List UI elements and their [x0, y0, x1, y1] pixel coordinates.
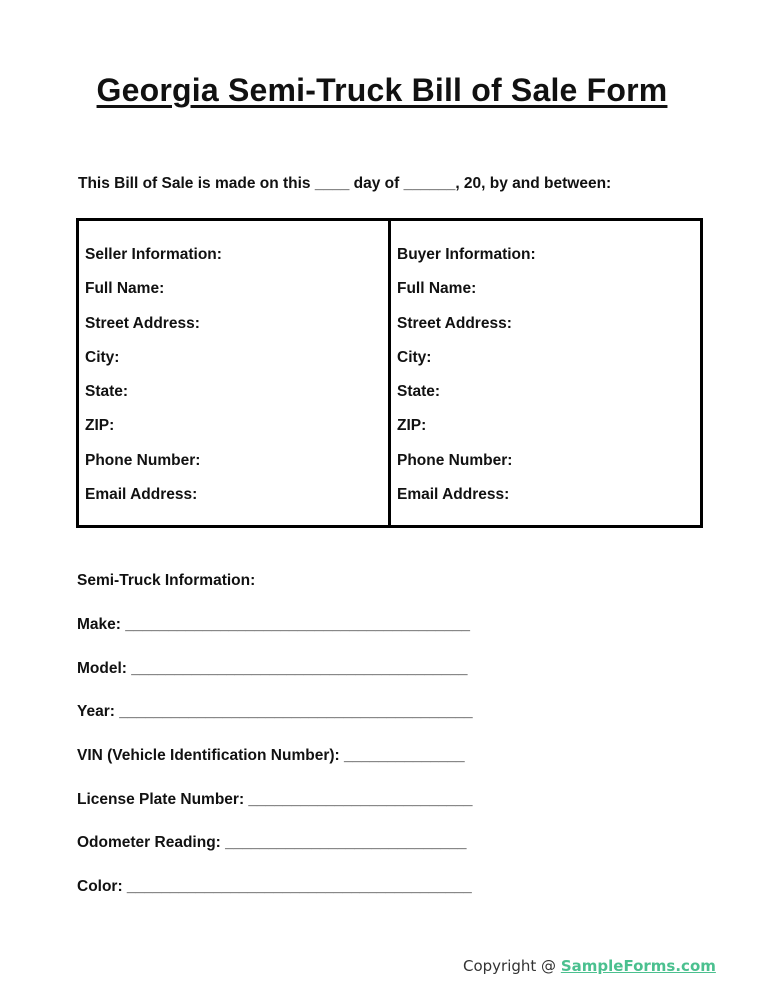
- seller-heading: Seller Information:: [85, 246, 222, 263]
- seller-street-address-field[interactable]: Street Address:: [85, 314, 200, 332]
- color-field[interactable]: Color: ________________________________________: [77, 878, 472, 896]
- buyer-heading: Buyer Information:: [397, 246, 536, 263]
- seller-state-field[interactable]: State:: [85, 383, 129, 401]
- buyer-city-field[interactable]: City:: [397, 348, 432, 366]
- copyright-footer: [463, 957, 716, 975]
- copyright-text: Copyright @: [463, 957, 561, 975]
- buyer-state-field[interactable]: State:: [397, 383, 441, 401]
- seller-zip-field[interactable]: ZIP:: [85, 417, 115, 435]
- sampleforms-link[interactable]: SampleForms.com: [560, 957, 716, 975]
- make-field[interactable]: Make: ________________________________________: [77, 616, 471, 633]
- model-field[interactable]: Model: _______________________________________: [77, 659, 468, 677]
- parties-table: [76, 218, 703, 528]
- seller-city-field[interactable]: City:: [85, 348, 120, 366]
- seller-email-field[interactable]: Email Address:: [85, 486, 198, 504]
- buyer-zip-field[interactable]: ZIP:: [397, 417, 427, 435]
- odometer-field[interactable]: Odometer Reading: ____________________________: [77, 834, 467, 852]
- buyer-phone-field[interactable]: Phone Number:: [397, 451, 513, 469]
- license-plate-field[interactable]: License Plate Number: __________________________: [77, 790, 473, 808]
- seller-information-section: [79, 221, 391, 525]
- buyer-street-address-field[interactable]: Street Address:: [397, 314, 512, 332]
- seller-phone-field[interactable]: Phone Number:: [85, 451, 201, 469]
- semi-truck-information-section: [77, 572, 473, 922]
- buyer-email-field[interactable]: Email Address:: [397, 486, 510, 504]
- truck-heading: Semi-Truck Information:: [77, 572, 256, 589]
- intro-text: This Bill of Sale is made on this ____ day of ______, 20, by and between:: [78, 175, 612, 192]
- buyer-information-section: [391, 221, 700, 525]
- seller-full-name-field[interactable]: Full Name:: [85, 280, 165, 298]
- year-field[interactable]: Year: _________________________________________: [77, 703, 473, 721]
- vin-field[interactable]: VIN (Vehicle Identification Number): ______________: [77, 747, 465, 765]
- document-title: Georgia Semi-Truck Bill of Sale Form: [96, 72, 668, 108]
- buyer-full-name-field[interactable]: Full Name:: [397, 280, 477, 298]
